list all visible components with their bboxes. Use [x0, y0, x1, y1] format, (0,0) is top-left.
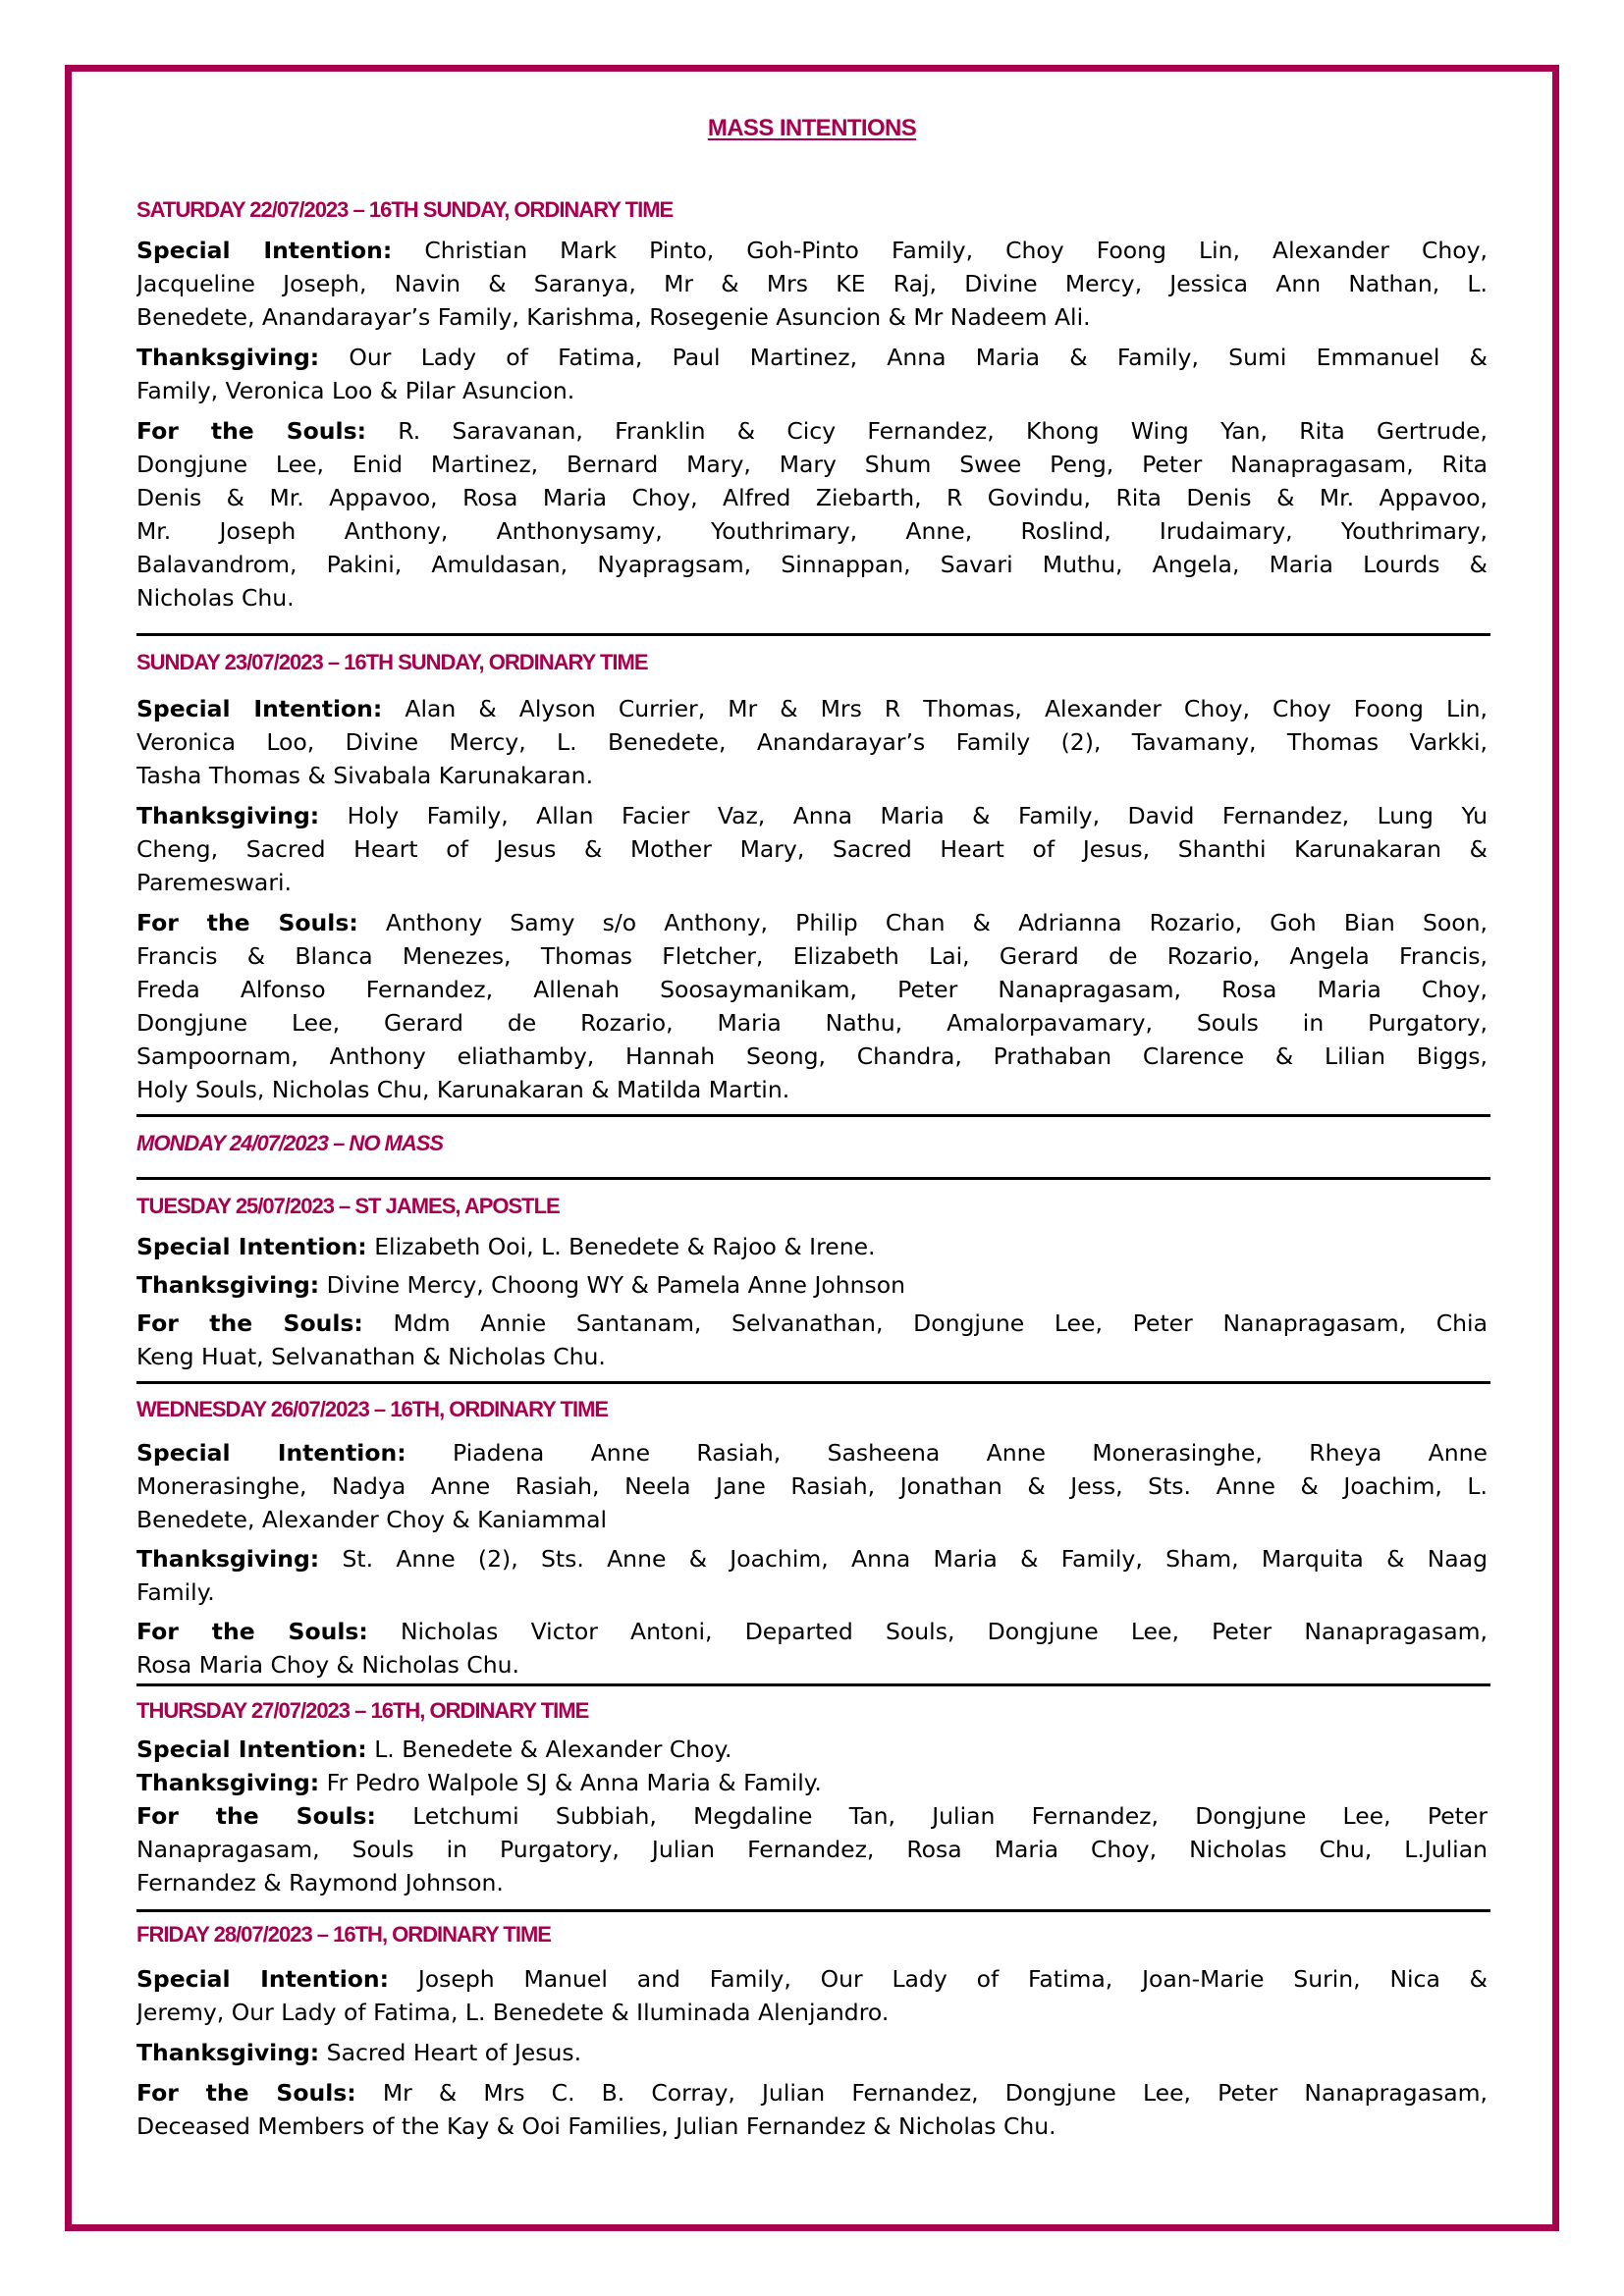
page-title [0, 114, 1624, 143]
day-section-saturday [136, 195, 1488, 614]
intention-line [136, 866, 1488, 899]
intention-line [136, 1615, 1488, 1648]
intention-text: Jeremy, Our Lady of Fatima, L. Benedete & Iluminada Alenjandro. [136, 1999, 890, 2026]
intention-text: Monerasinghe, Nadya Anne Rasiah, Neela Jane Rasiah, Jonathan & Jess, Sts. Anne & Joachim, L. [136, 1472, 1488, 1500]
intention-text: Dongjune Lee, Gerard de Rozario, Maria Nathu, Amalorpavamary, Souls in Purgatory, [136, 1009, 1488, 1037]
intention-line [136, 1307, 1488, 1340]
intention-line [136, 799, 1488, 832]
intention-text: Benedete, Anandarayar’s Family, Karishma, Rosegenie Asuncion & Mr Nadeem Ali. [136, 303, 1091, 331]
intention-text: Elizabeth Ooi, L. Benedete & Rajoo & Irene. [374, 1233, 876, 1260]
intentions [136, 1733, 1488, 1899]
intention-line [136, 939, 1488, 973]
intention-text: Alan & Alyson Currier, Mr & Mrs R Thomas, Alexander Choy, Choy Foong Lin, [405, 695, 1488, 722]
intention-line [136, 1268, 1488, 1302]
intention-line [136, 1469, 1488, 1503]
intention-line [136, 481, 1488, 514]
day-heading: MONDAY 24/07/2023 – NO MASS [136, 1131, 444, 1155]
intention-label: Special Intention: [136, 237, 393, 264]
intention-line [136, 267, 1488, 300]
intention-text: R. Saravanan, Franklin & Cicy Fernandez, Khong Wing Yan, Rita Gertrude, [398, 417, 1488, 445]
intention-text: Christian Mark Pinto, Goh-Pinto Family, Choy Foong Lin, Alexander Choy, [424, 237, 1488, 264]
intention-line [136, 1340, 1488, 1373]
day-section-thursday [136, 1696, 1488, 1899]
intention-label: For the Souls: [136, 1618, 368, 1645]
intention-text: Mr & Mrs C. B. Corray, Julian Fernandez, Dongjune Lee, Peter Nanapragasam, [382, 2079, 1488, 2107]
intention-line [136, 1006, 1488, 1040]
intention-paragraph [136, 799, 1488, 899]
day-heading: SUNDAY 23/07/2023 – 16TH SUNDAY, ORDINARY TIME [136, 650, 648, 674]
intention-line [136, 448, 1488, 481]
intention-line [136, 1766, 1488, 1799]
intention-line [136, 1799, 1488, 1833]
intention-line [136, 1648, 1488, 1682]
intention-text: Mdm Annie Santanam, Selvanathan, Dongjune Lee, Peter Nanapragasam, Chia [393, 1309, 1488, 1337]
intention-line [136, 2076, 1488, 2109]
intention-line [136, 2036, 1488, 2069]
intention-label: For the Souls: [136, 1309, 363, 1337]
intention-text: Sampoornam, Anthony eliathamby, Hannah Seong, Chandra, Prathaban Clarence & Lilian Biggs, [136, 1042, 1488, 1070]
intentions [136, 1962, 1488, 2143]
intention-paragraph [136, 2076, 1488, 2143]
intention-paragraph [136, 1962, 1488, 2029]
intention-paragraph [136, 1230, 1488, 1263]
intention-text: Keng Huat, Selvanathan & Nicholas Chu. [136, 1343, 606, 1370]
intention-paragraph [136, 414, 1488, 614]
day-heading: WEDNESDAY 26/07/2023 – 16TH, ORDINARY TIME [136, 1397, 609, 1421]
intention-line [136, 548, 1488, 581]
day-section-sunday [136, 648, 1488, 1106]
intention-paragraph [136, 1733, 1488, 1766]
page-title-text: MASS INTENTIONS [707, 115, 917, 141]
intention-text: Holy Family, Allan Facier Vaz, Anna Maria & Family, David Fernandez, Lung Yu [347, 802, 1488, 829]
intention-paragraph [136, 1799, 1488, 1899]
intention-line [136, 2109, 1488, 2143]
intention-text: Anthony Samy s/o Anthony, Philip Chan & Adrianna Rozario, Goh Bian Soon, [385, 909, 1488, 936]
intention-line [136, 581, 1488, 614]
day-heading: THURSDAY 27/07/2023 – 16TH, ORDINARY TIME [136, 1698, 589, 1723]
section-divider [136, 1177, 1490, 1180]
intention-label: For the Souls: [136, 2079, 356, 2107]
intention-text: Joseph Manuel and Family, Our Lady of Fatima, Joan-Marie Surin, Nica & [417, 1965, 1488, 1993]
intention-label: Special Intention: [136, 695, 383, 722]
intention-label: Special Intention: [136, 1965, 390, 1993]
intention-line [136, 1833, 1488, 1866]
intention-text: Denis & Mr. Appavoo, Rosa Maria Choy, Alfred Ziebarth, R Govindu, Rita Denis & Mr. Appavoo, [136, 484, 1488, 511]
intention-text: St. Anne (2), Sts. Anne & Joachim, Anna Maria & Family, Sham, Marquita & Naag [342, 1545, 1488, 1573]
intention-text: Benedete, Alexander Choy & Kaniammal [136, 1506, 608, 1533]
day-heading: FRIDAY 28/07/2023 – 16TH, ORDINARY TIME [136, 1922, 551, 1947]
intention-text: Jacqueline Joseph, Navin & Saranya, Mr & Mrs KE Raj, Divine Mercy, Jessica Ann Nathan, L. [136, 270, 1488, 297]
intention-paragraph [136, 1542, 1488, 1609]
intention-text: Fr Pedro Walpole SJ & Anna Maria & Family. [326, 1769, 822, 1796]
intention-label: Thanksgiving: [136, 1271, 320, 1299]
intention-text: Fernandez & Raymond Johnson. [136, 1869, 504, 1896]
intention-label: Special Intention: [136, 1735, 367, 1763]
intention-paragraph [136, 1436, 1488, 1536]
intention-text: Sacred Heart of Jesus. [326, 2039, 582, 2066]
intention-label: For the Souls: [136, 417, 366, 445]
section-divider [136, 633, 1490, 636]
intention-paragraph [136, 1307, 1488, 1373]
intentions [136, 234, 1488, 614]
intention-line [136, 1503, 1488, 1536]
intention-paragraph [136, 2036, 1488, 2069]
intention-line [136, 1996, 1488, 2029]
day-section-monday [136, 1129, 1488, 1158]
intention-text: Holy Souls, Nicholas Chu, Karunakaran & Matilda Martin. [136, 1076, 790, 1103]
intentions [136, 692, 1488, 1106]
intention-text: Our Lady of Fatima, Paul Martinez, Anna Maria & Family, Sumi Emmanuel & [349, 344, 1488, 371]
intention-text: Deceased Members of the Kay & Ooi Families, Julian Fernandez & Nicholas Chu. [136, 2112, 1056, 2140]
intention-text: Veronica Loo, Divine Mercy, L. Benedete, Anandarayar’s Family (2), Tavamany, Thomas Varkki, [136, 728, 1488, 756]
intention-label: Thanksgiving: [136, 1545, 320, 1573]
intention-paragraph [136, 341, 1488, 407]
intention-line [136, 832, 1488, 866]
intentions [136, 1436, 1488, 1682]
intention-line [136, 300, 1488, 334]
intention-text: Divine Mercy, Choong WY & Pamela Anne Johnson [326, 1271, 906, 1299]
section-divider [136, 1381, 1490, 1384]
intention-text: Piadena Anne Rasiah, Sasheena Anne Monerasinghe, Rheya Anne [453, 1439, 1488, 1467]
intention-text: Freda Alfonso Fernandez, Allenah Soosaymanikam, Peter Nanapragasam, Rosa Maria Choy, [136, 976, 1488, 1003]
intention-line [136, 692, 1488, 725]
intention-line [136, 759, 1488, 792]
intention-line [136, 1230, 1488, 1263]
intention-label: Thanksgiving: [136, 2039, 320, 2066]
section-divider [136, 1683, 1490, 1686]
intention-line [136, 234, 1488, 267]
intention-text: Rosa Maria Choy & Nicholas Chu. [136, 1651, 519, 1679]
intention-line [136, 725, 1488, 759]
intention-line [136, 1073, 1488, 1106]
intention-label: Thanksgiving: [136, 344, 320, 371]
intention-line [136, 973, 1488, 1006]
intention-label: For the Souls: [136, 909, 358, 936]
intention-text: Family. [136, 1578, 215, 1606]
day-section-wednesday [136, 1395, 1488, 1682]
intention-paragraph [136, 1268, 1488, 1302]
intention-line [136, 514, 1488, 548]
intention-paragraph [136, 234, 1488, 334]
intentions [136, 1230, 1488, 1373]
intention-line [136, 906, 1488, 939]
intention-paragraph [136, 1766, 1488, 1799]
intention-text: Letchumi Subbiah, Megdaline Tan, Julian Fernandez, Dongjune Lee, Peter [412, 1802, 1488, 1830]
intention-label: Thanksgiving: [136, 802, 320, 829]
intention-line [136, 341, 1488, 374]
day-heading: TUESDAY 25/07/2023 – ST JAMES, APOSTLE [136, 1194, 560, 1218]
intention-text: Nicholas Victor Antoni, Departed Souls, Dongjune Lee, Peter Nanapragasam, [400, 1618, 1488, 1645]
intention-text: Balavandrom, Pakini, Amuldasan, Nyapragsam, Sinnappan, Savari Muthu, Angela, Maria Lourds & [136, 551, 1488, 578]
day-heading: SATURDAY 22/07/2023 – 16TH SUNDAY, ORDINARY TIME [136, 197, 674, 222]
intention-paragraph [136, 1615, 1488, 1682]
intention-text: Nanapragasam, Souls in Purgatory, Julian Fernandez, Rosa Maria Choy, Nicholas Chu, L.Julian [136, 1836, 1488, 1863]
day-section-friday [136, 1920, 1488, 2143]
intention-line [136, 1575, 1488, 1609]
intention-paragraph [136, 906, 1488, 1106]
intention-label: Special Intention: [136, 1233, 367, 1260]
intention-line [136, 1040, 1488, 1073]
section-divider [136, 1909, 1490, 1912]
intention-line [136, 1436, 1488, 1469]
intention-line [136, 1962, 1488, 1996]
day-section-tuesday [136, 1192, 1488, 1373]
intention-label: Thanksgiving: [136, 1769, 320, 1796]
intention-line [136, 1542, 1488, 1575]
intention-line [136, 1733, 1488, 1766]
intention-label: For the Souls: [136, 1802, 376, 1830]
intention-line [136, 1866, 1488, 1899]
intention-text: L. Benedete & Alexander Choy. [374, 1735, 732, 1763]
intention-text: Nicholas Chu. [136, 584, 295, 612]
intention-line [136, 414, 1488, 448]
intention-text: Paremeswari. [136, 869, 292, 896]
intention-label: Special Intention: [136, 1439, 406, 1467]
intention-text: Mr. Joseph Anthony, Anthonysamy, Youthrimary, Anne, Roslind, Irudaimary, Youthrimary, [136, 517, 1488, 545]
intention-text: Tasha Thomas & Sivabala Karunakaran. [136, 762, 594, 789]
intention-text: Francis & Blanca Menezes, Thomas Fletcher, Elizabeth Lai, Gerard de Rozario, Angela Francis, [136, 942, 1488, 970]
intention-text: Family, Veronica Loo & Pilar Asuncion. [136, 377, 575, 404]
intention-paragraph [136, 692, 1488, 792]
intention-line [136, 374, 1488, 407]
intention-text: Dongjune Lee, Enid Martinez, Bernard Mary, Mary Shum Swee Peng, Peter Nanapragasam, Rita [136, 451, 1488, 478]
intention-text: Cheng, Sacred Heart of Jesus & Mother Mary, Sacred Heart of Jesus, Shanthi Karunakaran & [136, 835, 1488, 863]
section-divider [136, 1114, 1490, 1117]
